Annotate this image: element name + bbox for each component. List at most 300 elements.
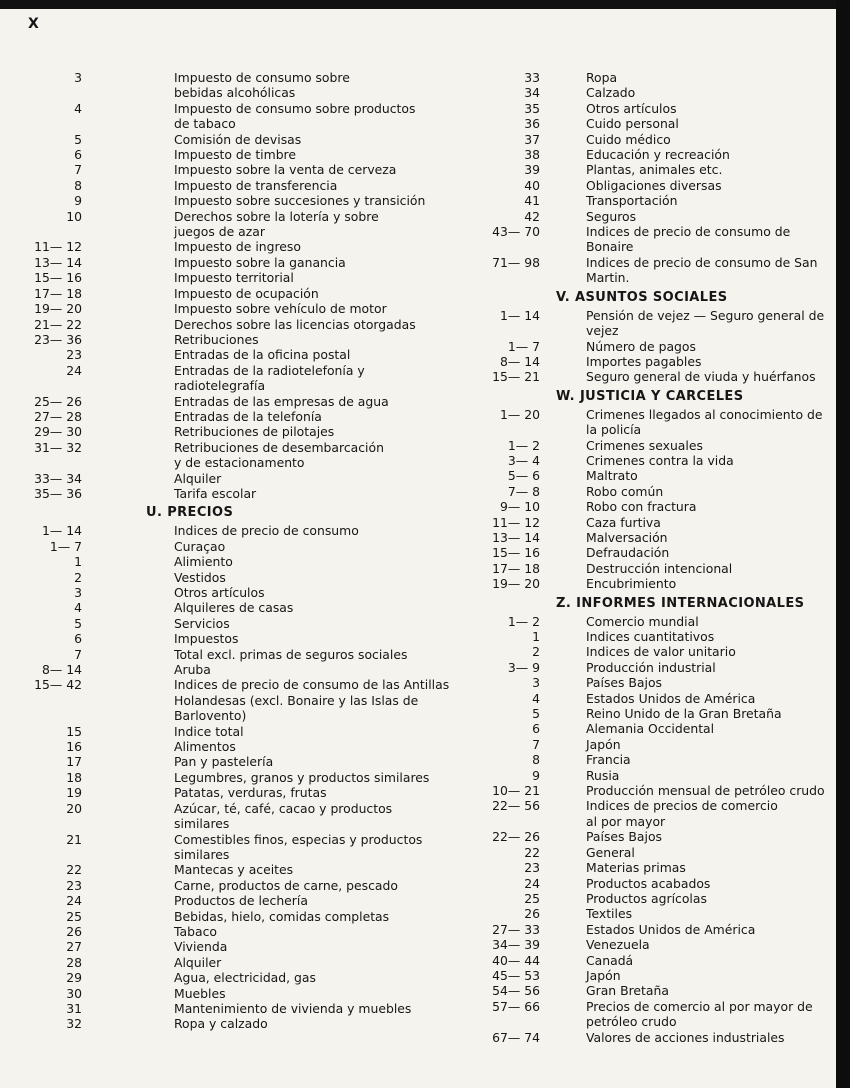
list-item (22, 394, 452, 409)
table-number: 8— 14 (500, 353, 540, 369)
table-number: 16 (66, 739, 82, 755)
list-item (470, 829, 840, 844)
list-item (470, 845, 840, 860)
table-title: Seguros (586, 208, 637, 224)
table-title: Educación y recreación (586, 147, 730, 163)
table-title: Caza furtiva (586, 514, 661, 530)
table-number: 26 (66, 923, 82, 939)
table-title: Alimiento (174, 554, 233, 570)
page-number: X (28, 16, 39, 32)
left-column (22, 70, 452, 1032)
table-number: 15— 21 (492, 369, 540, 385)
table-title: Cuido personal (586, 116, 679, 132)
table-title: Indices de precio de consumo de las Antillas Holandesas (excl. Bonaire y las Islas de Barlovento) (174, 677, 454, 724)
social-affairs-list (470, 308, 840, 385)
list-item (22, 878, 452, 893)
table-title: Indices de valor unitario (586, 644, 736, 660)
table-number: 35 (524, 100, 540, 116)
table-title: Impuesto sobre vehículo de motor (174, 301, 387, 317)
list-item (470, 1030, 840, 1045)
table-title: Calzado (586, 85, 636, 101)
table-title: Alimentos (174, 739, 236, 755)
table-number: 17 (66, 754, 82, 770)
table-number: 6 (532, 721, 540, 737)
table-title: Importes pagables (586, 353, 702, 369)
table-number: 29— 30 (34, 424, 82, 440)
list-item (22, 347, 452, 362)
table-title: Crimenes contra la vida (586, 452, 734, 468)
list-item (470, 407, 840, 438)
list-item (22, 209, 452, 240)
list-item (470, 515, 840, 530)
table-number: 17— 18 (34, 285, 82, 301)
list-item (470, 453, 840, 468)
table-title: Total excl. primas de seguros sociales (174, 646, 408, 662)
table-number: 32 (66, 1016, 82, 1032)
table-number: 1— 14 (42, 523, 82, 539)
list-item (470, 147, 840, 162)
list-item (22, 178, 452, 193)
list-item (470, 530, 840, 545)
table-title: Ropa y calzado (174, 1016, 268, 1032)
table-title: Vestidos (174, 569, 226, 585)
table-title: Transportación (586, 193, 678, 209)
table-title: Países Bajos (586, 675, 662, 691)
list-item (470, 614, 840, 629)
list-item (470, 768, 840, 783)
table-number: 21 (66, 831, 82, 847)
table-title: Impuesto de consumo sobre productos de tabaco (174, 100, 416, 132)
table-number: 7— 8 (507, 483, 540, 499)
table-title: Ropa (586, 70, 618, 85)
list-item (470, 178, 840, 193)
table-title: Estados Unidos de América (586, 690, 756, 706)
table-number: 8 (74, 177, 82, 193)
table-number: 3 (74, 585, 82, 600)
list-item (22, 539, 452, 554)
section-heading-informes-internacionales: Z. INFORMES INTERNACIONALES (556, 595, 805, 611)
justice-list (470, 407, 840, 592)
list-item (22, 101, 452, 132)
table-number: 15— 16 (492, 545, 540, 561)
table-number: 42 (524, 208, 540, 224)
table-title: Pan y pastelería (174, 754, 274, 770)
table-number: 15 (66, 723, 82, 739)
table-title: Alemania Occidental (586, 721, 715, 737)
list-item (22, 132, 452, 147)
table-number: 17— 18 (492, 560, 540, 576)
table-number: 67— 74 (492, 1029, 540, 1045)
table-title: Impuesto de ocupación (174, 285, 319, 301)
table-title: Agua, electricidad, gas (174, 970, 316, 986)
table-title: Producción industrial (586, 659, 716, 675)
list-item (22, 554, 452, 569)
list-item (22, 801, 452, 832)
table-title: Mantecas y aceites (174, 862, 294, 878)
table-title: Productos de lechería (174, 893, 308, 909)
list-item (470, 438, 840, 453)
list-item (22, 255, 452, 270)
table-title: Venezuela (586, 937, 650, 953)
table-number: 23 (66, 347, 82, 363)
table-title: Impuesto sobre succesiones y transición (174, 193, 426, 209)
list-item (22, 955, 452, 970)
table-title: Precios de comercio al por mayor de petróleo crudo (586, 998, 817, 1030)
table-number: 1— 2 (507, 613, 540, 629)
list-item (470, 876, 840, 891)
list-item (470, 339, 840, 354)
table-title: Países Bajos (586, 829, 662, 845)
table-number: 5— 6 (507, 468, 540, 484)
list-item (470, 906, 840, 921)
table-title: Impuesto de transferencia (174, 177, 338, 193)
table-number: 39 (524, 162, 540, 178)
table-number: 9 (74, 193, 82, 209)
table-title: Bebidas, hielo, comidas completas (174, 908, 390, 924)
table-number: 71— 98 (492, 254, 540, 270)
section-heading-asuntos-sociales: V. ASUNTOS SOCIALES (556, 289, 728, 305)
table-title: Estados Unidos de América (586, 921, 756, 937)
table-title: Impuesto de timbre (174, 147, 297, 163)
table-number: 35— 36 (34, 485, 82, 501)
list-item (470, 101, 840, 116)
prices-continued-list (470, 70, 840, 286)
list-item (470, 891, 840, 906)
table-number: 24 (524, 875, 540, 891)
list-item (470, 209, 840, 224)
table-number: 30 (66, 985, 82, 1001)
table-number: 3— 9 (507, 659, 540, 675)
list-item (470, 968, 840, 983)
table-number: 40 (524, 177, 540, 193)
table-title: Derechos sobre la lotería y sobre juegos de azar (174, 208, 379, 240)
table-number: 25— 26 (34, 393, 82, 409)
table-title: Textiles (586, 906, 633, 922)
list-item (470, 999, 840, 1030)
table-number: 3 (74, 70, 82, 85)
list-item (22, 363, 452, 394)
table-number: 2 (532, 644, 540, 660)
table-title: Robo con fractura (586, 499, 697, 515)
table-title: Crimenes llegados al conocimiento de la policía (586, 406, 827, 438)
table-title: Encubrimiento (586, 576, 677, 592)
table-number: 5 (532, 706, 540, 722)
table-number: 2 (74, 569, 82, 585)
table-title: Defraudación (586, 545, 670, 561)
table-title: Número de pagos (586, 338, 696, 354)
table-number: 7 (532, 736, 540, 752)
list-item (470, 354, 840, 369)
table-title: Vivienda (174, 939, 228, 955)
list-item (470, 162, 840, 177)
table-number: 34— 39 (492, 937, 540, 953)
table-title: Servicios (174, 615, 230, 631)
list-item (470, 224, 840, 255)
list-item (470, 983, 840, 998)
table-number: 43— 70 (492, 224, 540, 240)
table-title: Robo común (586, 483, 664, 499)
list-item (470, 499, 840, 514)
taxes-list (22, 70, 452, 501)
list-item (22, 600, 452, 615)
list-item (470, 116, 840, 131)
table-title: Rusia (586, 767, 620, 783)
table-title: Japón (586, 967, 621, 983)
list-item (470, 783, 840, 798)
list-item (22, 924, 452, 939)
list-item (470, 922, 840, 937)
table-title: Comestibles finos, especias y productos similares (174, 831, 427, 862)
table-number: 4 (74, 100, 82, 116)
right-column (470, 70, 840, 1045)
list-item (470, 132, 840, 147)
table-number: 45— 53 (492, 967, 540, 983)
table-title: Retribuciones (174, 331, 259, 347)
list-item (22, 832, 452, 863)
table-number: 15— 16 (34, 270, 82, 286)
table-number: 9 (532, 767, 540, 783)
table-number: 22 (524, 844, 540, 860)
list-item (470, 545, 840, 560)
list-item (22, 662, 452, 677)
scan-top-edge (0, 0, 850, 9)
list-item (470, 70, 840, 85)
list-item (22, 317, 452, 332)
table-number: 37 (524, 131, 540, 147)
table-title: Destrucción intencional (586, 560, 733, 576)
table-title: Derechos sobre las licencias otorgadas (174, 316, 416, 332)
list-item (470, 691, 840, 706)
section-heading-justicia-carceles: W. JUSTICIA Y CARCELES (556, 388, 744, 404)
table-title: Retribuciones de pilotajes (174, 424, 335, 440)
table-title: Mantenimiento de vivienda y muebles (174, 1000, 412, 1016)
table-number: 15— 42 (34, 677, 82, 693)
table-number: 34 (524, 85, 540, 101)
table-title: Indice total (174, 723, 244, 739)
list-item (22, 70, 452, 101)
table-number: 10— 21 (492, 783, 540, 799)
table-number: 11— 12 (492, 514, 540, 530)
list-item (22, 523, 452, 538)
table-title: Entradas de las empresas de agua (174, 393, 389, 409)
table-number: 13— 14 (492, 529, 540, 545)
list-item (22, 939, 452, 954)
list-item (470, 308, 840, 339)
table-number: 28 (66, 954, 82, 970)
list-item (470, 369, 840, 384)
table-number: 57— 66 (492, 998, 540, 1014)
list-item (470, 255, 840, 286)
table-number: 11— 12 (34, 239, 82, 255)
list-item (470, 675, 840, 690)
table-number: 23 (524, 860, 540, 876)
table-title: Producción mensual de petróleo crudo (586, 783, 825, 799)
table-title: Productos acabados (586, 875, 711, 891)
table-number: 6 (74, 631, 82, 647)
list-item (22, 332, 452, 347)
table-title: Comercio mundial (586, 613, 699, 629)
table-title: Obligaciones diversas (586, 177, 722, 193)
list-item (470, 629, 840, 644)
list-item (22, 270, 452, 285)
table-title: Muebles (174, 985, 226, 1001)
list-item (22, 147, 452, 162)
table-number: 1 (532, 629, 540, 644)
table-number: 8— 14 (42, 662, 82, 678)
table-title: Malversación (586, 529, 668, 545)
table-title: Entradas de la oficina postal (174, 347, 351, 363)
table-number: 41 (524, 193, 540, 209)
table-number: 31 (66, 1000, 82, 1016)
table-title: Tarifa escolar (174, 485, 257, 501)
table-number: 19 (66, 785, 82, 801)
table-number: 9— 10 (500, 499, 540, 515)
list-item (22, 647, 452, 662)
table-title: Indices de precios de comercio al por mayor (586, 798, 778, 829)
list-item (470, 484, 840, 499)
table-title: Retribuciones de desembarcación y de estacionamento (174, 439, 384, 471)
table-title: Japón (586, 736, 621, 752)
table-title: Tabaco (174, 923, 217, 939)
table-title: Indices cuantitativos (586, 629, 715, 644)
list-item (470, 561, 840, 576)
table-number: 1— 2 (507, 437, 540, 453)
list-item (22, 970, 452, 985)
table-number: 27— 28 (34, 408, 82, 424)
table-number: 18 (66, 769, 82, 785)
table-number: 1 (74, 554, 82, 570)
table-title: Curaçao (174, 538, 226, 554)
table-number: 3 (532, 675, 540, 691)
list-item (22, 1001, 452, 1016)
list-item (22, 986, 452, 1001)
list-item (470, 706, 840, 721)
table-number: 33 (524, 70, 540, 85)
list-item (470, 721, 840, 736)
table-number: 20 (66, 800, 82, 816)
table-number: 1— 20 (500, 406, 540, 422)
list-item (22, 631, 452, 646)
table-title: Maltrato (586, 468, 638, 484)
table-title: General (586, 844, 635, 860)
table-number: 10 (66, 208, 82, 224)
table-title: Legumbres, granos y productos similares (174, 769, 430, 785)
table-title: Entradas de la telefonía (174, 408, 322, 424)
table-title: Seguro general de viuda y huérfanos (586, 369, 816, 385)
table-title: Indices de precio de consumo de Bonaire (586, 224, 795, 255)
list-item (22, 239, 452, 254)
table-number: 40— 44 (492, 952, 540, 968)
table-title: Azúcar, té, café, cacao y productos similares (174, 800, 397, 832)
section-heading-precios: U. PRECIOS (146, 505, 234, 521)
table-number: 19— 20 (34, 301, 82, 317)
table-title: Impuesto de consumo sobre bebidas alcohólicas (174, 70, 350, 101)
table-title: Reino Unido de la Gran Bretaña (586, 706, 782, 722)
list-item (22, 585, 452, 600)
table-number: 25 (66, 908, 82, 924)
table-title: Valores de acciones industriales (586, 1029, 785, 1045)
prices-list (22, 523, 452, 1031)
list-item (22, 409, 452, 424)
table-title: Indices de precio de consumo (174, 523, 359, 539)
table-number: 23— 36 (34, 331, 82, 347)
list-item (470, 752, 840, 767)
list-item (470, 860, 840, 875)
table-title: Productos agrícolas (586, 890, 707, 906)
table-title: Aruba (174, 662, 211, 678)
table-number: 25 (524, 890, 540, 906)
table-title: Entradas de la radiotelefonía y radiotelegrafía (174, 362, 365, 394)
table-number: 8 (532, 752, 540, 768)
table-number: 31— 32 (34, 439, 82, 455)
table-number: 36 (524, 116, 540, 132)
table-title: Cuido médico (586, 131, 671, 147)
list-item (470, 468, 840, 483)
table-number: 24 (66, 362, 82, 378)
table-title: Comisión de devisas (174, 131, 302, 147)
table-number: 27 (66, 939, 82, 955)
list-item (22, 424, 452, 439)
table-title: Pensión de vejez — Seguro general de vejez (586, 307, 829, 339)
table-number: 1— 7 (507, 338, 540, 354)
table-number: 38 (524, 147, 540, 163)
list-item (22, 440, 452, 471)
list-item (470, 660, 840, 675)
table-number: 4 (532, 690, 540, 706)
table-title: Impuestos (174, 631, 239, 647)
table-title: Impuesto territorial (174, 270, 294, 286)
list-item (22, 909, 452, 924)
table-number: 29 (66, 970, 82, 986)
table-number: 22 (66, 862, 82, 878)
table-number: 23 (66, 877, 82, 893)
list-item (470, 798, 840, 829)
table-number: 5 (74, 131, 82, 147)
table-number: 4 (74, 600, 82, 616)
table-number: 7 (74, 646, 82, 662)
table-title: Gran Bretaña (586, 983, 669, 999)
table-number: 5 (74, 615, 82, 631)
list-item (22, 739, 452, 754)
table-title: Canadá (586, 952, 634, 968)
list-item (22, 570, 452, 585)
list-item (22, 193, 452, 208)
table-title: Impuesto de ingreso (174, 239, 301, 255)
table-number: 1— 7 (49, 538, 82, 554)
table-title: Otros artículos (586, 100, 677, 116)
list-item (22, 301, 452, 316)
list-item (22, 862, 452, 877)
list-item (22, 162, 452, 177)
table-number: 1— 14 (500, 307, 540, 323)
list-item (22, 893, 452, 908)
table-number: 13— 14 (34, 254, 82, 270)
international-reports-list (470, 614, 840, 1045)
table-number: 21— 22 (34, 316, 82, 332)
list-item (22, 724, 452, 739)
list-item (470, 737, 840, 752)
table-number: 26 (524, 906, 540, 922)
list-item (470, 937, 840, 952)
list-item (22, 677, 452, 723)
list-item (470, 193, 840, 208)
table-title: Impuesto sobre la ganancia (174, 254, 346, 270)
table-number: 33— 34 (34, 470, 82, 486)
list-item (470, 576, 840, 591)
table-number: 22— 26 (492, 829, 540, 845)
table-title: Otros artículos (174, 585, 265, 600)
table-title: Patatas, verduras, frutas (174, 785, 327, 801)
